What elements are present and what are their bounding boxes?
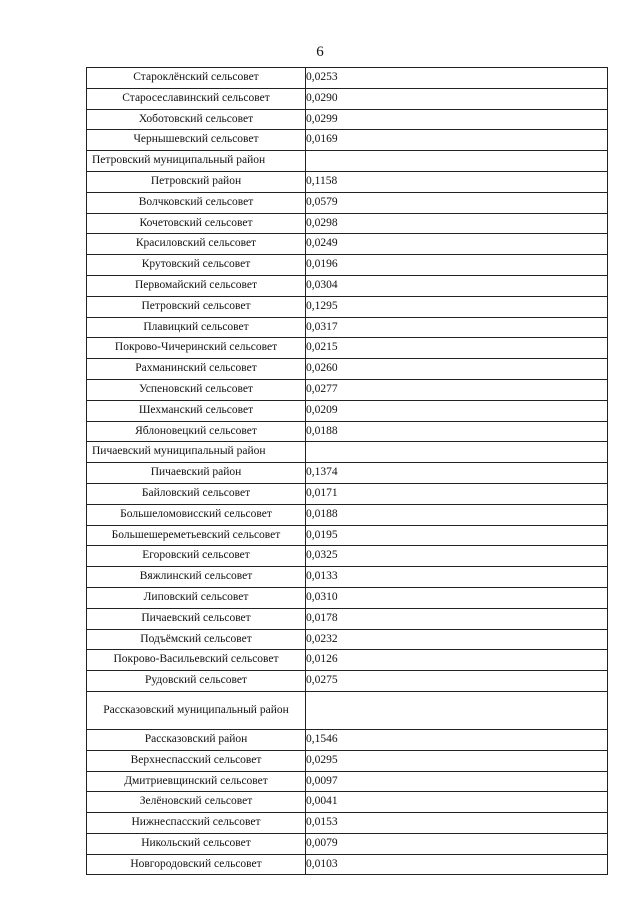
table-row: [87, 88, 608, 109]
municipality-name: Кочетовский сельсовет: [87, 213, 306, 234]
coefficient-value: 0,0188: [306, 504, 608, 525]
coefficient-value: 0,0260: [306, 359, 608, 380]
coefficient-value: [306, 442, 608, 463]
coefficient-value: 0,0298: [306, 213, 608, 234]
table-row: [87, 483, 608, 504]
municipality-name: Плавицкий сельсовет: [87, 317, 306, 338]
municipality-name: Большешереметьевский сельсовет: [87, 525, 306, 546]
table-row: [87, 379, 608, 400]
municipality-name: Новгородовский сельсовет: [87, 854, 306, 875]
coefficient-value: 0,0195: [306, 525, 608, 546]
table-row: [87, 504, 608, 525]
coefficient-value: 0,0295: [306, 750, 608, 771]
coefficient-value: 0,0304: [306, 275, 608, 296]
table-row: [87, 750, 608, 771]
table-row: [87, 275, 608, 296]
coefficient-value: 0,0215: [306, 338, 608, 359]
table-row: [87, 109, 608, 130]
municipality-name: Пичаевский район: [87, 463, 306, 484]
coefficient-value: 0,0209: [306, 400, 608, 421]
coefficient-value: [306, 691, 608, 729]
coefficient-value: 0,0079: [306, 833, 608, 854]
table-row: [87, 255, 608, 276]
table-row: [87, 525, 608, 546]
coefficient-value: 0,0171: [306, 483, 608, 504]
table-row: [87, 317, 608, 338]
coefficient-value: 0,0232: [306, 629, 608, 650]
coefficient-value: 0,0579: [306, 192, 608, 213]
municipality-name: Подъёмский сельсовет: [87, 629, 306, 650]
table-row: [87, 546, 608, 567]
table-row: [87, 771, 608, 792]
municipality-name: Крутовский сельсовет: [87, 255, 306, 276]
table-row: [87, 629, 608, 650]
municipality-name: Волчковский сельсовет: [87, 192, 306, 213]
coefficient-value: 0,1295: [306, 296, 608, 317]
district-header-row: [87, 691, 608, 729]
municipality-name: Покрово-Чичеринский сельсовет: [87, 338, 306, 359]
coefficient-value: 0,1546: [306, 729, 608, 750]
municipality-name: Рассказовский район: [87, 729, 306, 750]
coefficient-value: 0,0041: [306, 792, 608, 813]
table-row: [87, 463, 608, 484]
municipality-name: Петровский район: [87, 171, 306, 192]
coefficient-value: 0,0317: [306, 317, 608, 338]
coefficient-value: 0,0277: [306, 379, 608, 400]
district-header-row: [87, 442, 608, 463]
municipality-name: Нижнеспасский сельсовет: [87, 813, 306, 834]
table-row: [87, 567, 608, 588]
table-row: [87, 338, 608, 359]
municipality-name: Рассказовский муниципальный район: [87, 691, 306, 729]
coefficient-value: 0,0249: [306, 234, 608, 255]
municipality-name: Верхнеспасский сельсовет: [87, 750, 306, 771]
coefficient-value: 0,0153: [306, 813, 608, 834]
table-row: [87, 421, 608, 442]
table-row: [87, 296, 608, 317]
municipality-name: Успеновский сельсовет: [87, 379, 306, 400]
municipality-name: Хоботовский сельсовет: [87, 109, 306, 130]
municipality-name: Покрово-Васильевский сельсовет: [87, 650, 306, 671]
municipality-name: Никольский сельсовет: [87, 833, 306, 854]
table-row: [87, 608, 608, 629]
table-row: [87, 234, 608, 255]
table-row: [87, 650, 608, 671]
table-row: [87, 587, 608, 608]
table-row: [87, 359, 608, 380]
table-row: [87, 192, 608, 213]
table-row: [87, 729, 608, 750]
municipality-name: Рудовский сельсовет: [87, 671, 306, 692]
district-header-row: [87, 151, 608, 172]
municipality-name: Пичаевский муниципальный район: [87, 442, 306, 463]
coefficient-value: 0,0310: [306, 587, 608, 608]
table-body: [87, 68, 608, 875]
municipality-name: Большеломовисский сельсовет: [87, 504, 306, 525]
coefficient-value: 0,0290: [306, 88, 608, 109]
table-row: [87, 833, 608, 854]
municipality-name: Первомайский сельсовет: [87, 275, 306, 296]
table-row: [87, 130, 608, 151]
municipality-name: Чернышевский сельсовет: [87, 130, 306, 151]
table-row: [87, 213, 608, 234]
municipality-name: Зелёновский сельсовет: [87, 792, 306, 813]
coefficient-value: 0,0299: [306, 109, 608, 130]
coefficient-value: 0,0275: [306, 671, 608, 692]
coefficient-value: 0,0097: [306, 771, 608, 792]
coefficient-value: 0,0126: [306, 650, 608, 671]
municipality-name: Байловский сельсовет: [87, 483, 306, 504]
municipality-name: Яблоновецкий сельсовет: [87, 421, 306, 442]
table-row: [87, 171, 608, 192]
municipality-name: Петровский муниципальный район: [87, 151, 306, 172]
table-row: [87, 671, 608, 692]
coefficient-value: 0,0253: [306, 68, 608, 89]
municipality-name: Дмитриевщинский сельсовет: [87, 771, 306, 792]
coefficient-value: 0,0133: [306, 567, 608, 588]
table-row: [87, 792, 608, 813]
municipality-name: Петровский сельсовет: [87, 296, 306, 317]
coefficient-value: 0,0196: [306, 255, 608, 276]
coefficients-table: [86, 67, 608, 875]
page-number: 6: [316, 44, 324, 60]
municipality-name: Пичаевский сельсовет: [87, 608, 306, 629]
municipality-name: Шехманский сельсовет: [87, 400, 306, 421]
municipality-name: Рахманинский сельсовет: [87, 359, 306, 380]
coefficient-value: 0,0178: [306, 608, 608, 629]
municipality-name: Егоровский сельсовет: [87, 546, 306, 567]
coefficient-value: 0,1158: [306, 171, 608, 192]
coefficient-value: 0,0325: [306, 546, 608, 567]
table-row: [87, 813, 608, 834]
coefficient-value: 0,0169: [306, 130, 608, 151]
table-row: [87, 68, 608, 89]
municipality-name: Красиловский сельсовет: [87, 234, 306, 255]
table-row: [87, 400, 608, 421]
coefficient-value: 0,0188: [306, 421, 608, 442]
municipality-name: Вяжлинский сельсовет: [87, 567, 306, 588]
municipality-name: Староклёнский сельсовет: [87, 68, 306, 89]
coefficient-value: [306, 151, 608, 172]
municipality-name: Старосеславинский сельсовет: [87, 88, 306, 109]
table-row: [87, 854, 608, 875]
coefficient-value: 0,0103: [306, 854, 608, 875]
coefficient-value: 0,1374: [306, 463, 608, 484]
municipality-name: Липовский сельсовет: [87, 587, 306, 608]
